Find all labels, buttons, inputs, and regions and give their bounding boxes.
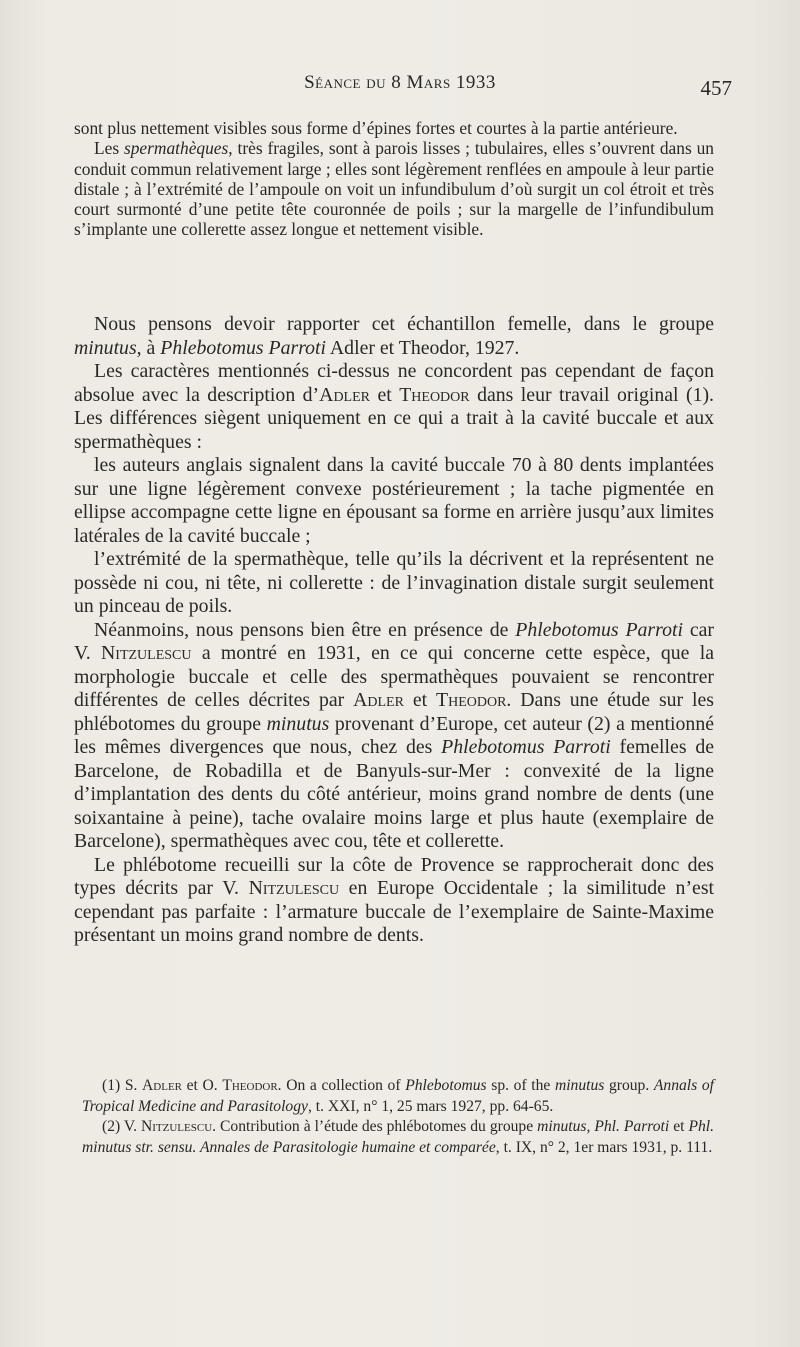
section-main-text	[74, 313, 714, 948]
text-run: . On a collection of	[277, 1077, 406, 1094]
text-run: , très fragiles, sont à parois lisses ; tubulaires, elles s’ouvrent dans un conduit commun relativement large ; elles sont légèrement renflées en ampoule à leur partie distale ; à l’extrémité de l’ampoule on voit un infundibulum d’où surgit un col étroit et très court surmonté d’une petite tête couronnée de poils ; sur la margelle de l’infundibulum s’implante une collerette assez longue et nettement visible.	[74, 138, 714, 240]
text-run: Néanmoins, nous pensons bien être en présence de	[94, 618, 516, 641]
paragraph: les auteurs anglais signalent dans la cavité buccale 70 à 80 dents implantées sur une ligne légèrement convexe postérieurement ; la tache pigmentée en ellipse accompagne cette ligne en épousant sa forme en arrière jusqu’aux limites latérales de la cavité buccale ;	[74, 454, 714, 547]
text-run: group.	[604, 1077, 654, 1094]
footnote-1	[82, 1076, 714, 1117]
text-run: , t. XXI, n° 1, 25 mars 1927, pp. 64-65.	[307, 1097, 554, 1115]
running-head: Séance du 8 Mars 1933	[304, 72, 496, 93]
text-run: Les	[94, 138, 124, 159]
italic-term: minutus, Phl. Parroti	[537, 1118, 670, 1135]
page-header	[0, 72, 800, 102]
text-run: en Europe Occidentale ; la similitude n’est cependant pas parfaite : l’armature buccale de l’exemplaire de Sainte-Maxime présentant un moins grand nombre de dents.	[74, 877, 715, 946]
author-name: Adler	[319, 383, 370, 406]
section-small-print	[74, 118, 714, 240]
journal-title: Annals of Tropical Medicine and Parasitology	[82, 1077, 714, 1115]
paragraph	[74, 360, 714, 454]
author-name: Adler	[353, 689, 404, 711]
paragraph	[74, 619, 714, 854]
text-run: , t. IX, n° 2, 1er mars 1931, p. 111.	[495, 1138, 713, 1156]
footnote-2	[82, 1117, 714, 1158]
italic-term: Phlebotomus Parroti	[515, 618, 683, 641]
page-number: 457	[700, 76, 732, 100]
author-name: Theodor	[399, 383, 470, 406]
author-name: Theodor	[222, 1077, 278, 1094]
italic-term: minutus	[266, 712, 330, 735]
text-run: provenant d’Europe, cet auteur (2) a mentionné les mêmes divergences que nous, chez des	[74, 712, 714, 758]
text-run: et	[370, 383, 400, 406]
text-run: et O.	[182, 1077, 223, 1094]
journal-title: Phl. minutus str. sensu. Annales de Parasitologie humaine et comparée	[82, 1118, 714, 1156]
author-name: Theodor	[436, 689, 507, 711]
text-run: . Contribution à l’étude des phlébotomes du groupe	[212, 1118, 538, 1135]
text-run: Le phlébotome recueilli sur la côte de Provence se rapprocherait donc des types décrits par V.	[74, 853, 714, 899]
paragraph: l’extrémité de la spermathèque, telle qu’ils la décrivent et la représentent ne possède ni cou, ni tête, ni collerette : de l’invagination distale surgit seulement un pinceau de poils.	[74, 548, 714, 617]
text-run: car V.	[74, 618, 714, 664]
text-run: Nous pensons devoir rapporter cet échantillon femelle, dans le groupe	[94, 313, 714, 335]
text-run: et	[403, 689, 436, 711]
text-run: et	[669, 1118, 689, 1135]
paragraph-spermatheques	[74, 138, 714, 239]
text-run: , à	[136, 336, 161, 359]
text-run: . Dans une étude sur les phlébotomes du groupe	[74, 689, 714, 735]
italic-term: minutus	[74, 336, 137, 359]
footnotes	[82, 1076, 714, 1158]
text-run: Les caractères mentionnés ci-dessus ne concordent pas cependant de façon absolue avec la description d’	[74, 360, 714, 406]
author-name: Nitzulescu	[141, 1118, 213, 1135]
paragraph: sont plus nettement visibles sous forme d’épines fortes et courtes à la partie antérieure.	[74, 118, 678, 138]
italic-term: Phlebotomus Parroti	[441, 736, 611, 758]
text-run: (1) S.	[102, 1077, 143, 1094]
author-name: Nitzulescu	[101, 642, 192, 664]
paragraph	[74, 313, 714, 360]
text-run: femelles de Barcelone, de Robadilla et de Banyuls-sur-Mer : convexité de la ligne d’implantation des dents du côté antérieur, moins grand nombre de dents (une soixantaine à peine), tache ovalaire moins large et plus haute (exemplaire de Barcelone), spermathèques avec cou, tête et collerette.	[74, 736, 714, 852]
italic-term: spermathèques	[123, 138, 229, 159]
italic-term: Phlebotomus Parroti	[160, 336, 327, 359]
text-run: dans leur travail original (1). Les différences siègent uniquement en ce qui a trait à la cavité buccale et aux spermathèques :	[74, 383, 714, 453]
italic-term: minutus	[554, 1077, 605, 1094]
italic-term: Phlebotomus	[405, 1077, 487, 1094]
text-run: Adler et Theodor, 1927.	[326, 336, 520, 359]
text-run: (2) V.	[102, 1118, 141, 1135]
text-run: sp. of the	[486, 1077, 555, 1094]
paragraph	[74, 854, 714, 948]
author-name: Adler	[142, 1077, 182, 1094]
text-run: a montré en 1931, en ce qui concerne cette espèce, que la morphologie buccale et celle des spermathèques pouvaient se rencontrer différentes de celles décrites par	[74, 642, 714, 711]
author-name: Nitzulescu	[248, 877, 340, 899]
